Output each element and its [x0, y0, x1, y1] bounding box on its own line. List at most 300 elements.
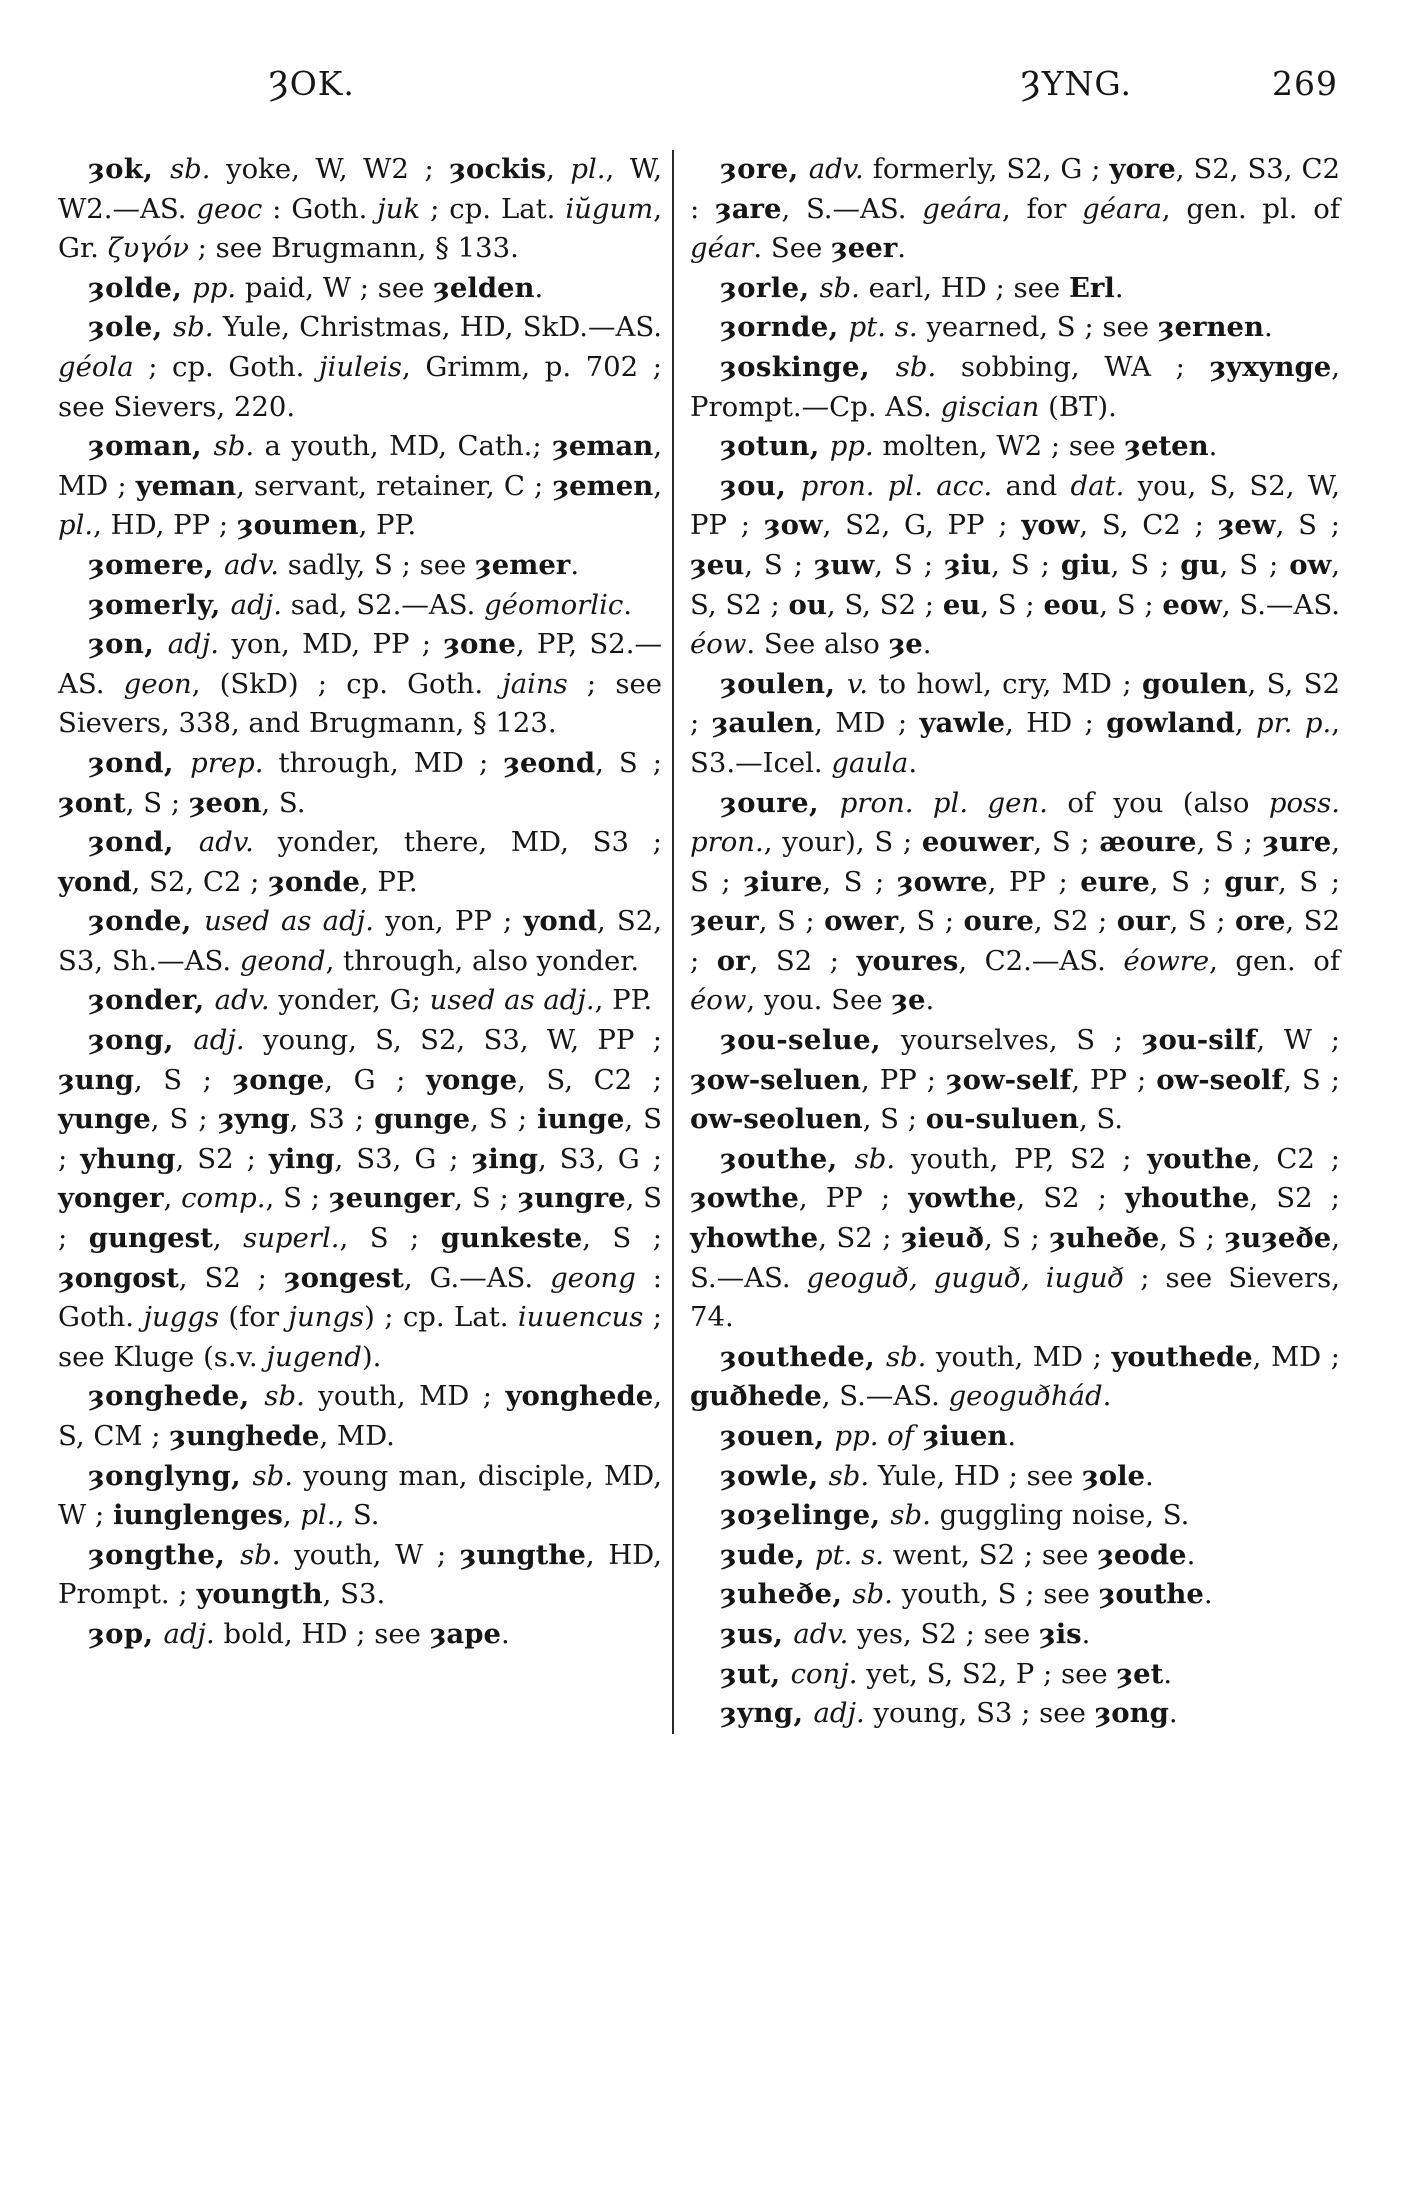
entry-text: . — [1203, 1578, 1213, 1611]
entry-text — [914, 1420, 923, 1452]
entry-text: , S ; — [744, 548, 814, 581]
entry-variant-bold: ying — [268, 1142, 335, 1175]
entry-variant-bold: ȝieuð — [900, 1222, 984, 1255]
entry-variant-bold: ȝe — [888, 628, 923, 661]
entry-variant-bold: ȝowthe — [690, 1182, 799, 1215]
entry-text: , S ; — [1278, 865, 1340, 898]
entry-variant-bold: goulen — [1142, 667, 1248, 700]
entry-text: . — [1208, 430, 1218, 463]
headword: ȝoman, — [88, 430, 214, 463]
entry-label-italic: comp. — [181, 1182, 266, 1215]
entry-text: (for — [219, 1301, 289, 1334]
entry-variant-bold: yonghede — [505, 1380, 654, 1413]
dictionary-entry — [690, 1694, 1340, 1734]
entry-text: , S ; — [150, 1103, 218, 1136]
entry-variant-bold: iunge — [537, 1103, 625, 1136]
headword: ȝolde, — [88, 271, 193, 304]
headword: ȝomere, — [88, 548, 224, 581]
entry-variant-bold: yhowthe — [690, 1222, 819, 1255]
entry-variant-bold: ȝure — [1262, 826, 1332, 859]
entry-variant-bold: oure — [963, 905, 1034, 938]
entry-text: went, S2 ; see — [883, 1538, 1098, 1571]
headword: ȝok, — [88, 153, 171, 185]
entry-variant-bold: eou — [1043, 588, 1100, 621]
entry-text: bold, HD ; see — [214, 1617, 430, 1650]
entry-text: , S, C2 ; — [517, 1063, 662, 1096]
entry-label-italic: éow — [690, 984, 747, 1017]
entry-text: ; cp. Lat. — [420, 192, 566, 225]
entry-text: . — [1168, 1697, 1178, 1730]
headword: ȝouthe, — [720, 1142, 855, 1175]
headword: ȝornde, — [720, 311, 849, 344]
entry-label-italic: ζυγόν — [107, 232, 189, 265]
dictionary-entry — [58, 1536, 662, 1615]
entry-variant-bold: ȝockis — [449, 153, 547, 185]
dictionary-entry — [690, 665, 1340, 784]
headword: ȝotun, — [720, 430, 830, 463]
entry-variant-bold: ow — [1289, 548, 1332, 581]
entry-variant-bold: gunkeste — [440, 1222, 583, 1255]
dictionary-entry — [690, 348, 1340, 427]
entry-text: . — [570, 548, 580, 581]
entry-text: to howl, cry, MD ; — [868, 667, 1142, 700]
entry-variant-bold: ȝiure — [743, 865, 823, 898]
entry-variant-bold: ȝape — [429, 1617, 501, 1650]
entry-variant-bold: ȝyxynge — [1209, 350, 1332, 383]
headword: ȝut, — [720, 1657, 791, 1690]
headword: ȝou, — [720, 469, 801, 502]
entry-label-italic: géara — [1082, 192, 1162, 225]
entry-text: , S ; — [874, 548, 945, 581]
entry-text: yearned, S ; see — [917, 311, 1158, 344]
entry-label-italic: adj. — [230, 588, 282, 621]
entry-label-italic: gaula — [831, 746, 909, 779]
entry-label-italic: sb. — [252, 1459, 294, 1492]
entry-text: , — [212, 1222, 244, 1255]
entry-variant-bold: yonge — [426, 1063, 518, 1096]
entry-text: young, S3 ; see — [864, 1697, 1095, 1730]
entry-text: , G ; — [324, 1063, 427, 1096]
entry-text: a youth, MD, Cath.; — [254, 430, 553, 463]
entry-variant-bold: guðhede — [690, 1380, 822, 1413]
entry-label-italic: sb. — [819, 271, 860, 304]
entry-text: , S ; — [1283, 1063, 1340, 1096]
entry-variant-bold: ȝonge — [232, 1063, 325, 1096]
headword: ȝongthe, — [88, 1538, 241, 1571]
entry-text: . — [1163, 1657, 1173, 1690]
entry-variant-bold: ȝuȝeðe — [1224, 1222, 1332, 1255]
entry-text: , S2 ; — [1016, 1182, 1125, 1215]
entry-text: . See also — [746, 628, 889, 661]
entry-label-italic: v. — [846, 667, 868, 700]
entry-text: ; cp. Goth. — [133, 350, 319, 383]
entry-text: , S, CM ; — [58, 1380, 662, 1452]
entry-text: , — [163, 1182, 182, 1215]
entry-text: , S ; — [58, 1182, 662, 1255]
entry-label-italic: sb. — [852, 1578, 893, 1611]
entry-label-italic: pt. s. — [814, 1538, 884, 1571]
entry-label-italic: superl. — [243, 1222, 340, 1255]
entry-text: , S2 ; — [818, 1222, 901, 1255]
dictionary-entry — [58, 981, 662, 1021]
entry-label-italic: sb. — [885, 1340, 927, 1373]
entry-text: , S ; — [690, 826, 1340, 898]
entry-text: yourselves, S ; — [900, 1024, 1142, 1057]
entry-variant-bold: gur — [1224, 865, 1278, 898]
entry-label-italic: géola — [58, 350, 134, 383]
entry-variant-bold: ȝemen — [552, 469, 654, 502]
entry-text: , C2.—AS. — [958, 944, 1124, 977]
entry-text: . — [500, 1617, 510, 1650]
entry-label-italic: pron. pl. acc. — [800, 469, 993, 502]
entry-text: . — [1186, 1538, 1196, 1571]
entry-text: yon, MD, PP ; — [219, 628, 444, 661]
entry-text: , S2 ; — [749, 944, 857, 977]
dictionary-entry — [58, 744, 662, 823]
entry-text: , S ; — [1033, 826, 1100, 859]
entry-variant-bold: gowland — [1106, 707, 1235, 740]
entry-text: , HD ; — [1004, 707, 1107, 740]
entry-label-italic: éow — [690, 628, 747, 661]
entry-text: , (SkD) ; cp. Goth. — [191, 667, 503, 700]
entry-variant-bold: eow — [1162, 588, 1222, 621]
entry-label-italic: adv. — [214, 984, 270, 1017]
entry-text: formerly, S2, G ; — [863, 153, 1110, 185]
entry-variant-bold: ȝole — [1082, 1459, 1146, 1492]
entry-text: . — [1114, 271, 1124, 304]
dictionary-entry — [690, 1615, 1340, 1655]
entry-variant-bold: gungest — [88, 1222, 213, 1255]
dictionary-entry — [690, 1496, 1340, 1536]
entry-variant-bold: ȝe — [891, 984, 926, 1017]
headword: ȝond, — [88, 746, 191, 779]
entry-label-italic: jiuleis — [319, 350, 403, 383]
entry-text: , S. — [335, 1499, 380, 1532]
entry-variant-bold: ȝowre — [896, 865, 988, 898]
entry-label-italic: adv. — [808, 153, 864, 185]
entry-variant-bold: ȝaulen — [711, 707, 815, 740]
dictionary-entry — [58, 625, 662, 744]
entry-text: , PP ; — [861, 1063, 946, 1096]
dictionary-entry — [58, 1457, 662, 1536]
entry-variant-bold: eu — [942, 588, 981, 621]
entry-text: yet, S, S2, P ; see — [857, 1657, 1117, 1690]
entry-label-italic: sb. — [828, 1459, 870, 1492]
entry-variant-bold: ȝung — [58, 1063, 134, 1096]
entry-label-italic: used as adj. — [204, 905, 374, 938]
entry-label-italic: adv. — [223, 548, 279, 581]
entry-text: , Grimm, p. 702 ; see Sievers, 220. — [58, 350, 662, 423]
entry-text: yon, PP ; — [373, 905, 524, 938]
entry-text: : Goth. — [262, 192, 378, 225]
entry-text: . — [1145, 1459, 1154, 1492]
entry-label-italic: poss. pron. — [690, 786, 1341, 859]
entry-text: , S2 ; — [1033, 905, 1117, 938]
entry-variant-bold: ȝongest — [283, 1261, 404, 1294]
entry-variant-bold: iunglenges — [113, 1499, 283, 1532]
entry-text: , S ; — [980, 588, 1044, 621]
dictionary-column-right — [674, 150, 1340, 1734]
dictionary-entry — [58, 150, 662, 269]
entry-variant-bold: ȝeon — [188, 786, 262, 819]
headword: ȝonder, — [88, 984, 215, 1017]
entry-text: Yule, Christmas, HD, SkD.—AS. — [213, 311, 663, 344]
entry-text: . — [925, 984, 935, 1017]
entry-text: , S2 ; — [1249, 1182, 1340, 1215]
entry-label-italic: géomorlic — [484, 588, 624, 621]
entry-text: . — [534, 271, 544, 304]
dictionary-entry — [58, 546, 662, 586]
entry-text: , C2 ; — [1251, 1142, 1340, 1175]
dictionary-entry — [58, 1615, 662, 1655]
entry-text: , S3. — [322, 1578, 386, 1611]
entry-variant-bold: ȝouthe — [1098, 1578, 1204, 1611]
entry-variant-bold: ȝare — [714, 192, 782, 225]
entry-text: , S3.—Icel. — [690, 707, 1341, 779]
entry-variant-bold: ȝungre — [517, 1182, 626, 1215]
entry-label-italic: sb. — [264, 1380, 305, 1413]
entry-variant-bold: ȝonde — [268, 865, 360, 898]
headword: ȝole, — [88, 311, 174, 344]
entry-text: , S ; — [470, 1103, 538, 1136]
entry-text: , S ; — [983, 1222, 1050, 1255]
entry-variant-bold: youthe — [1147, 1142, 1252, 1175]
entry-variant-bold: ȝongost — [58, 1261, 179, 1294]
entry-text: , for — [1002, 192, 1083, 225]
entry-variant-bold: yow — [1021, 509, 1080, 542]
entry-text: , PP ; — [798, 1182, 909, 1215]
entry-label-italic: geára — [922, 192, 1003, 225]
entry-variant-bold: æoure — [1099, 826, 1197, 859]
entry-variant-bold: gunge — [374, 1103, 471, 1136]
entry-variant-bold: ȝeer — [831, 232, 898, 265]
entry-text: , S2, G, PP ; — [822, 509, 1022, 542]
entry-text: , you. See — [746, 984, 892, 1017]
dictionary-entry — [58, 308, 662, 427]
entry-label-italic: géar — [690, 232, 754, 265]
entry-variant-bold: gu — [1180, 548, 1220, 581]
entry-text: ; see Brugmann, § 133. — [188, 232, 519, 265]
entry-variant-bold: ou — [788, 588, 827, 621]
entry-text: , S3, G ; — [334, 1142, 472, 1175]
entry-label-italic: sb. — [240, 1538, 281, 1571]
entry-variant-bold: ȝeunger — [328, 1182, 455, 1215]
entry-label-italic: adv. — [793, 1617, 849, 1650]
entry-label-italic: pl. — [58, 509, 94, 542]
entry-label-italic: sb. — [854, 1142, 896, 1175]
entry-text: , S. — [1078, 1103, 1124, 1136]
entry-text: sad, S2.—AS. — [281, 588, 485, 621]
entry-text: of you (also — [1047, 786, 1269, 819]
entry-label-italic: iŭgum — [565, 192, 654, 225]
dictionary-entry — [690, 308, 1340, 348]
entry-variant-bold: youngth — [196, 1578, 323, 1611]
entry-label-italic: adv. — [198, 826, 254, 859]
entry-variant-bold: ȝunghede — [169, 1420, 320, 1452]
entry-text: , S, S2 ; — [826, 588, 943, 621]
entry-text: , S3 ; — [289, 1103, 375, 1136]
entry-variant-bold: giu — [1060, 548, 1111, 581]
entry-text: , MD ; — [1252, 1340, 1341, 1373]
entry-text: paid, W ; see — [236, 271, 434, 304]
entry-variant-bold: ȝeode — [1097, 1538, 1187, 1571]
entry-variant-bold: ȝow-seluen — [690, 1063, 862, 1096]
entry-label-italic: used as adj. — [429, 984, 595, 1017]
entry-variant-bold: ower — [824, 905, 899, 938]
entry-label-italic: pr. p. — [1256, 707, 1332, 740]
dictionary-entry — [690, 467, 1340, 665]
entry-text: , S.—AS. — [690, 1222, 1340, 1294]
headword: ȝoure, — [720, 786, 840, 819]
entry-variant-bold: ȝemer — [475, 548, 571, 581]
dictionary-entry — [690, 784, 1340, 1022]
entry-variant-bold: ȝis — [1038, 1617, 1082, 1650]
entry-text: . — [1263, 311, 1273, 344]
headword: ȝou-selue, — [720, 1024, 901, 1057]
entry-label-italic: geong — [550, 1261, 636, 1294]
entry-label-italic: geon — [123, 667, 192, 700]
entry-label-italic: pl. — [300, 1499, 336, 1532]
entry-text: , S ; — [125, 786, 189, 819]
entry-label-italic: geond — [239, 944, 326, 977]
entry-text: , S ; — [1169, 905, 1236, 938]
entry-label-italic: sb. — [890, 1499, 931, 1532]
entry-text: , PP. — [358, 509, 417, 542]
entry-label-italic: jungs — [288, 1301, 365, 1334]
entry-label-italic: sb. — [213, 430, 255, 463]
entry-text: , S ; — [1149, 865, 1225, 898]
entry-text: yoke, W, W2 ; — [210, 153, 450, 185]
entry-label-italic: geoc — [196, 192, 263, 225]
entry-label-italic: pp. of — [834, 1420, 914, 1452]
entry-text: . — [1007, 1420, 1017, 1452]
entry-label-italic: sb. — [895, 350, 937, 383]
entry-text: , S ; — [991, 548, 1061, 581]
entry-text: , S ; — [1110, 548, 1181, 581]
entry-text: youth, PP, S2 ; — [895, 1142, 1148, 1175]
entry-text: , PP, S2.—AS. — [58, 628, 662, 700]
dictionary-column-left — [58, 150, 662, 1734]
entry-variant-bold: ȝong — [1094, 1697, 1169, 1730]
entry-variant-bold: yunge — [58, 1103, 151, 1136]
dictionary-entry — [690, 1457, 1340, 1497]
entry-text: , — [546, 153, 571, 185]
entry-text: youth, S ; see — [892, 1578, 1099, 1611]
entry-text: yonder, G; — [269, 984, 430, 1017]
entry-variant-bold: ȝou-silf — [1141, 1024, 1257, 1057]
entry-variant-bold: ȝow — [763, 509, 823, 542]
entry-variant-bold: ȝew — [1217, 509, 1276, 542]
entry-text: , S. — [261, 786, 306, 819]
entry-variant-bold: eouwer — [921, 826, 1034, 859]
entry-variant-bold: ȝernen — [1157, 311, 1264, 344]
entry-text: , S ; — [265, 1182, 329, 1215]
entry-variant-bold: yond — [523, 905, 597, 938]
entry-text: , S2 ; — [690, 905, 1340, 977]
headword: ȝong, — [88, 1024, 194, 1057]
entry-text: , PP. — [359, 865, 418, 898]
entry-text: , S, S2 ; — [690, 548, 1340, 621]
entry-text: , S ; — [1159, 1222, 1225, 1255]
entry-text: , S ; — [58, 1103, 662, 1175]
entry-text: , PP. — [594, 984, 653, 1017]
header-left-title: ȜOK. — [268, 64, 355, 103]
entry-variant-bold: youthede — [1111, 1340, 1253, 1373]
headword: ȝonghede, — [88, 1380, 265, 1413]
entry-variant-bold: ow-seolf — [1156, 1063, 1284, 1096]
entry-text: , — [282, 1499, 301, 1532]
entry-text: , S ; — [758, 905, 825, 938]
entry-variant-bold: yawle — [919, 707, 1005, 740]
entry-text: , S ; — [454, 1182, 518, 1215]
entry-text: , MD ; — [58, 430, 662, 502]
entry-text: , PP ; — [987, 865, 1081, 898]
entry-label-italic: juk — [377, 192, 421, 225]
entry-text: young, S, S2, S3, W, PP ; — [244, 1024, 662, 1057]
dictionary-entry — [58, 1021, 662, 1377]
entry-text: , S.—AS. — [1221, 588, 1340, 621]
entry-label-italic: adj. — [167, 628, 220, 661]
entry-text: , S ; — [339, 1222, 441, 1255]
dictionary-entry — [690, 150, 1340, 269]
entry-text: guggling noise, S. — [930, 1499, 1190, 1532]
entry-text: through, MD ; — [263, 746, 504, 779]
entry-text: Yule, HD ; see — [869, 1459, 1083, 1492]
entry-text: you, S, S2, W, PP ; — [690, 469, 1340, 542]
dictionary-entry — [690, 1536, 1340, 1576]
headword: ȝon, — [88, 628, 168, 661]
dictionary-entry — [58, 902, 662, 981]
entry-label-italic: adj. — [163, 1617, 215, 1650]
entry-text: ). — [361, 1340, 382, 1373]
entry-text: sadly, S ; see — [279, 548, 476, 581]
entry-text: , S ; — [595, 746, 662, 779]
entry-text: and — [992, 469, 1071, 502]
entry-label-italic: dat. — [1070, 469, 1125, 502]
entry-text: , servant, retainer, C ; — [236, 469, 553, 502]
entry-variant-bold: or — [716, 944, 750, 977]
headword: ȝoȝelinge, — [720, 1499, 891, 1532]
entry-variant-bold: Erl — [1068, 271, 1115, 304]
entry-text: youth, MD ; — [304, 1380, 506, 1413]
entry-variant-bold: ȝow-self — [945, 1063, 1072, 1096]
entry-text: , S2 ; — [178, 1261, 284, 1294]
dictionary-entry — [690, 1021, 1340, 1140]
entry-text: , — [653, 469, 662, 502]
entry-variant-bold: our — [1116, 905, 1170, 938]
entry-text: , S ; — [898, 905, 964, 938]
headword: ȝoskinge, — [720, 350, 896, 383]
entry-label-italic: giscian — [940, 390, 1040, 423]
entry-text: , S ; — [1275, 509, 1340, 542]
entry-variant-bold: yowthe — [908, 1182, 1017, 1215]
entry-text: , S2, S3, Sh.—AS. — [58, 905, 662, 977]
dictionary-entry — [690, 1417, 1340, 1457]
entry-label-italic: geoguðhád — [948, 1380, 1103, 1413]
entry-label-italic: jains — [502, 667, 568, 700]
entry-text: , S2, C2 ; — [131, 865, 269, 898]
entry-label-italic: conj. — [790, 1657, 858, 1690]
entry-label-italic: pl. — [570, 153, 606, 185]
entry-variant-bold: ow-seoluen — [690, 1103, 863, 1136]
entry-label-italic: pp. — [829, 430, 874, 463]
entry-text: , — [1234, 707, 1257, 740]
entry-variant-bold: ȝuw — [813, 548, 875, 581]
dictionary-entry — [690, 427, 1340, 467]
entry-text: , S ; — [862, 1103, 926, 1136]
entry-text: , S ; — [1196, 826, 1263, 859]
headword: ȝonglyng, — [88, 1459, 253, 1492]
